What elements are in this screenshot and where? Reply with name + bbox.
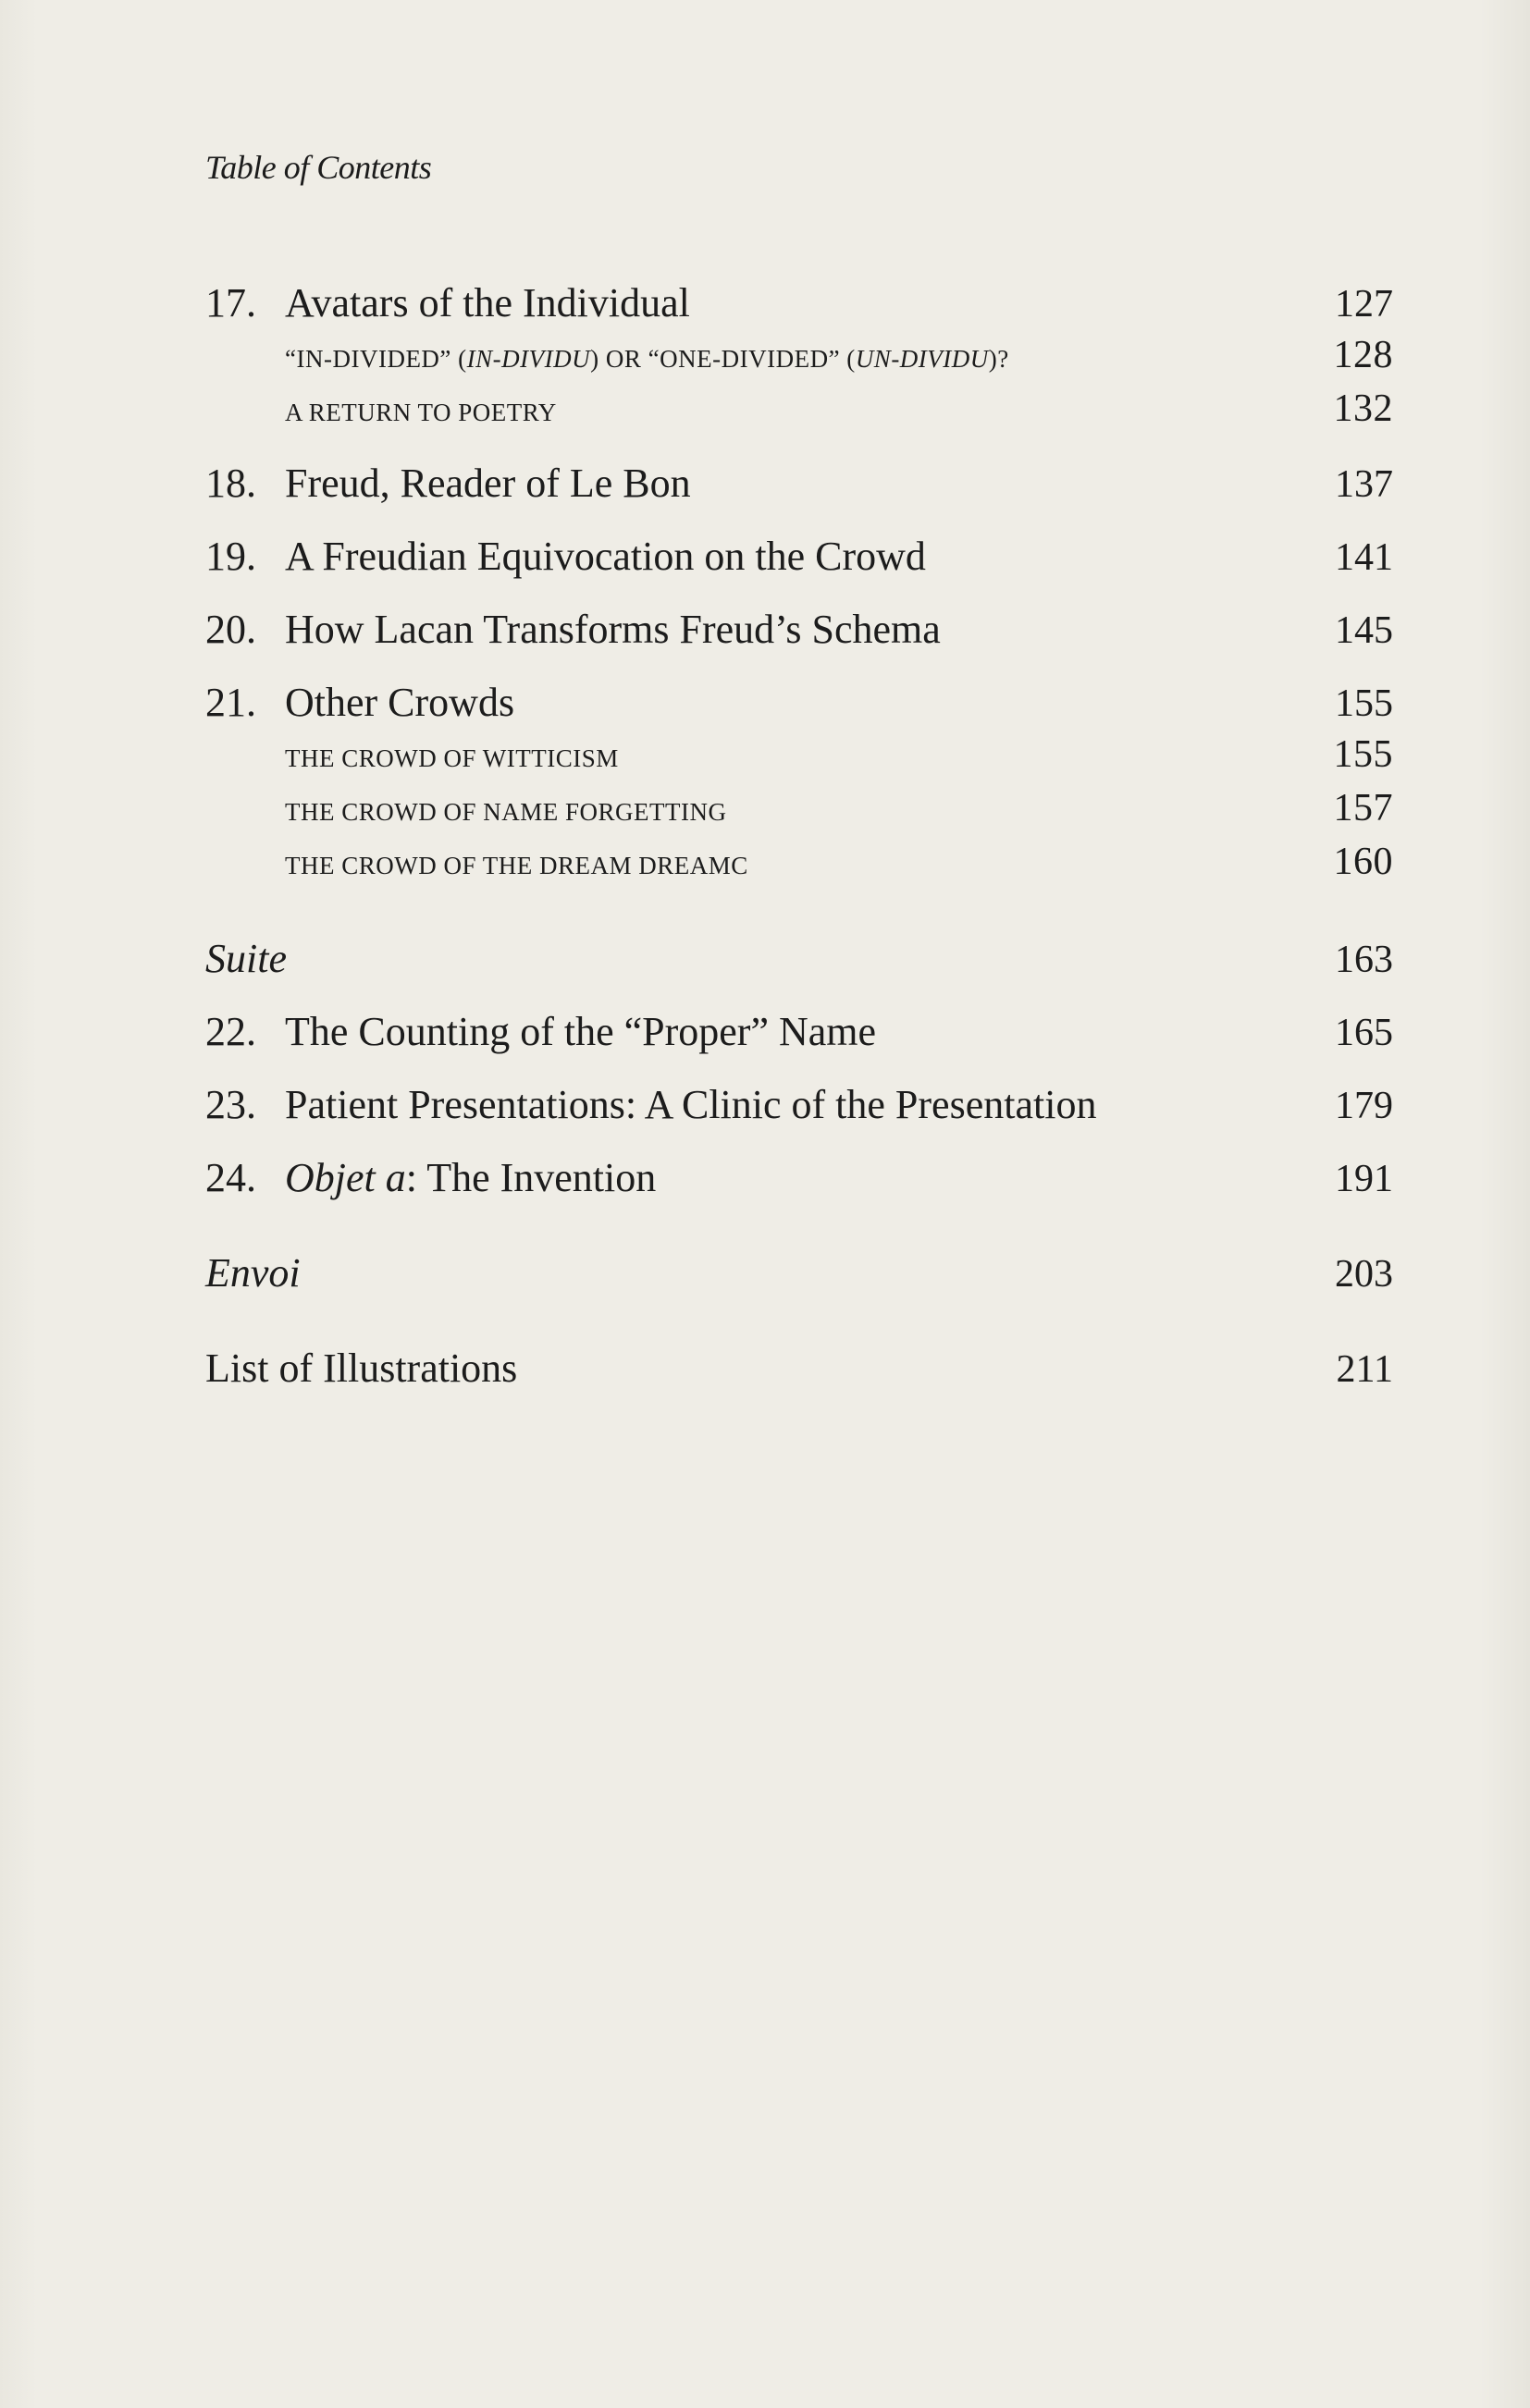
chapter-number: 22. bbox=[205, 1009, 256, 1054]
page-number: 137 bbox=[1335, 463, 1393, 506]
chapter-title: A Freudian Equivocation on the Crowd bbox=[285, 534, 926, 579]
page-number: 163 bbox=[1335, 939, 1393, 981]
subentry-text: )? bbox=[988, 345, 1009, 373]
chapter-title: Other Crowds bbox=[285, 680, 515, 725]
page-number: 128 bbox=[1333, 334, 1393, 376]
toc-subentry[interactable] bbox=[205, 330, 1393, 384]
chapter-title: Freud, Reader of Le Bon bbox=[285, 461, 691, 506]
chapter-title: How Lacan Transforms Freud’s Schema bbox=[285, 607, 941, 652]
page-number: 157 bbox=[1333, 787, 1393, 829]
toc-entry-18[interactable] bbox=[205, 458, 1393, 510]
page-number: 160 bbox=[1333, 841, 1393, 883]
chapter-number: 21. bbox=[205, 680, 256, 725]
toc-entry-illustrations[interactable] bbox=[205, 1343, 1393, 1395]
chapter-number: 17. bbox=[205, 280, 256, 326]
chapter-number: 24. bbox=[205, 1155, 256, 1200]
subentry-italic: UN-DIVIDU bbox=[855, 345, 989, 373]
page-number: 191 bbox=[1335, 1158, 1393, 1200]
table-of-contents bbox=[205, 277, 1393, 1395]
page-number: 145 bbox=[1335, 609, 1393, 652]
section-title: List of Illustrations bbox=[205, 1345, 518, 1391]
toc-entry-envoi[interactable] bbox=[205, 1247, 1393, 1300]
subentry-title: THE CROWD OF THE DREAM DREAMC bbox=[285, 852, 748, 879]
chapter-title-italic: Objet a bbox=[285, 1155, 406, 1200]
chapter-title: : The Invention bbox=[405, 1155, 657, 1200]
chapter-title: Avatars of the Individual bbox=[285, 280, 690, 326]
toc-entry-suite[interactable] bbox=[205, 933, 1393, 986]
chapter-number: 18. bbox=[205, 461, 256, 506]
toc-entry-24[interactable] bbox=[205, 1152, 1393, 1205]
chapter-title: Patient Presentations: A Clinic of the Presentation bbox=[285, 1082, 1097, 1127]
running-head: Table of Contents bbox=[205, 149, 432, 186]
subentry-text: ) OR “ONE-DIVIDED” ( bbox=[590, 345, 856, 373]
page-number: 132 bbox=[1333, 387, 1393, 430]
toc-subentry[interactable] bbox=[205, 783, 1393, 837]
page-number: 179 bbox=[1335, 1085, 1393, 1127]
toc-subentry[interactable] bbox=[205, 384, 1393, 437]
subentry-title: THE CROWD OF NAME FORGETTING bbox=[285, 798, 727, 826]
toc-entry-21[interactable] bbox=[205, 677, 1393, 730]
toc-entry-17[interactable] bbox=[205, 277, 1393, 330]
chapter-number: 19. bbox=[205, 534, 256, 579]
page-number: 203 bbox=[1335, 1253, 1393, 1296]
page-number: 155 bbox=[1335, 682, 1393, 725]
subentry-title: THE CROWD OF WITTICISM bbox=[285, 744, 619, 772]
page-number: 211 bbox=[1336, 1348, 1393, 1391]
subentry-italic: IN-DIVIDU bbox=[466, 345, 591, 373]
page-number: 165 bbox=[1335, 1012, 1393, 1054]
toc-subentry[interactable] bbox=[205, 730, 1393, 783]
toc-entry-22[interactable] bbox=[205, 1006, 1393, 1059]
chapter-number: 23. bbox=[205, 1082, 256, 1127]
toc-subentry[interactable] bbox=[205, 837, 1393, 891]
chapter-number: 20. bbox=[205, 607, 256, 652]
toc-entry-19[interactable] bbox=[205, 531, 1393, 584]
page-number: 141 bbox=[1335, 536, 1393, 579]
toc-entry-20[interactable] bbox=[205, 604, 1393, 657]
section-title: Suite bbox=[205, 936, 287, 981]
page-number: 155 bbox=[1333, 733, 1393, 776]
subentry-text: “IN-DIVIDED” ( bbox=[285, 345, 467, 373]
chapter-title: The Counting of the “Proper” Name bbox=[285, 1009, 877, 1054]
toc-entry-23[interactable] bbox=[205, 1079, 1393, 1132]
section-title: Envoi bbox=[205, 1250, 301, 1296]
page-number: 127 bbox=[1335, 283, 1393, 326]
subentry-title: A RETURN TO POETRY bbox=[285, 399, 557, 426]
